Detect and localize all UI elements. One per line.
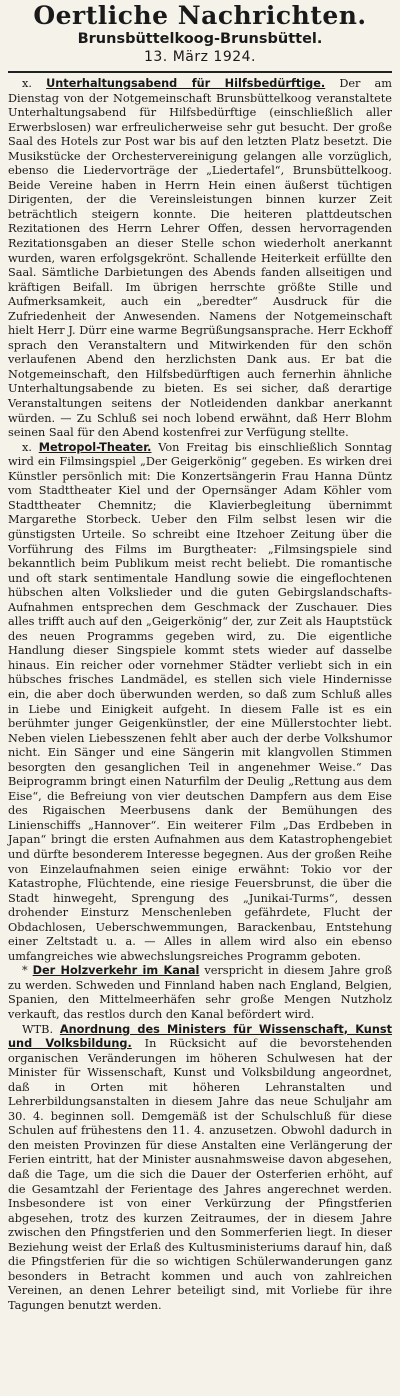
masthead: [8, 2, 392, 66]
article-marker: *: [22, 964, 28, 978]
issue-date: 13. März 1924.: [143, 49, 256, 65]
article-metropol-theater: [8, 441, 392, 965]
article-marker: WTB.: [22, 1022, 54, 1036]
section-title: Oertliche Nachrichten.: [33, 1, 367, 30]
article-unterhaltungsabend: [8, 77, 392, 441]
article-heading: Unterhaltungsabend für Hilfsbedürftige.: [46, 77, 326, 90]
article-holzverkehr: [8, 964, 392, 1022]
header-rule: [8, 71, 392, 73]
article-marker: x.: [22, 77, 32, 90]
article-body: Von Freitag bis einschließlich Sonntag wird ein Filmsingspiel „Der Geigerkönig“ gegeben. Es wirken drei Künstler persönlich mit: Die Konzertsängerin Frau Hanna Düntz vom Stadttheater Kiel und der Opernsänger Adam Köhler vom Stadttheater Chemnitz; die Klavierbegleitung übernimmt Margarethe Storbeck. Ueber den Film selbst lesen wir die günstigsten Urteile. So schreibt eine Itzehoer Zeitung über die Vorführung des Films im Burgtheater: „Filmsingspiele sind bekanntlich beim Publikum meist recht beliebt. Die romantische und oft stark sentimentale Handlung sowie die eingeflochtenen hübschen alten Volkslieder und die guten Gebirgslandschafts-Aufnahmen entsprechen dem Geschmack der Zuschauer. Dies alles trifft auch auf den „Geigerkönig“ der, zur Zeit als Hauptstück des neuen Programms gegeben wird, zu. Die eigentliche Handlung dieser Singspiele kommt stets wieder auf dasselbe hinaus. Ein reicher oder vornehmer Städter verliebt sich in ein hübsches frisches Landmädel, es stellen sich viele Hindernisse ein, die aber doch überwunden werden, so daß zum Schluß alles in Liebe und Einigkeit aufgeht. In diesem Falle ist es ein berühmter junger Geigenkünstler, der eine Müllerstochter liebt. Neben vielen Liebesszenen fehlt aber auch der derbe Volkshumor nicht. Ein Sänger und eine Sängerin mit klangvollen Stimmen besorgten den gesanglichen Teil in angenehmer Weise.“ Das Beiprogramm bringt einen Naturfilm der Deulig „Rettung aus dem Eise“, die Befreiung von vier deutschen Dampfern aus dem Eise des Rigaischen Meerbusens dank der Bemühungen des Linienschiffs „Hannover“. Ein weiterer Film „Das Erdbeben in Japan“ bringt die ersten Aufnahmen aus dem Katastrophengebiet und dürfte besonderem Interesse begegnen. Aus der großen Reihe von Einzelaufnahmen seien einige erwähnt: Tokio vor der Katastrophe, Flüchtende, eine riesige Feuersbrunst, die über die Stadt hinwegeht, Sprengung des „Junikai-Turms“, dessen drohender Einsturz Menschenleben gefährdete, Flucht der Obdachlosen, Ueberschwemmungen, Barackenbau, Entstehung einer Zeltstadt u. a. — Alles in allem wird also ein ebenso umfangreiches wie abwechslungsreiches Programm geboten.: [8, 440, 393, 963]
section-subtitle: Brunsbüttelkoog-Brunsbüttel.: [77, 31, 323, 47]
article-heading: Der Holzverkehr im Kanal: [32, 964, 200, 978]
article-heading: Metropol-Theater.: [38, 440, 152, 454]
article-body: In Rücksicht auf die bevorstehenden organischen Veränderungen im höheren Schulwesen hat der Minister für Wissenschaft, Kunst und Volksbildung angeordnet, daß in Orten mit höheren Lehranstalten und Lehrerbildungsanstalten in diesem Jahre das neue Schuljahr am 30. 4. beginnen soll. Demgemäß ist der Schulschluß für diese Schulen auf frühestens den 11. 4. anzusetzen. Obwohl dadurch in den meisten Provinzen für diese Anstalten eine Verlängerung der Ferien eintritt, hat der Minister ausnahmsweise davon abgesehen, daß die Tage, um die sich die Dauer der Osterferien erhöht, auf die Gesamtzahl der Ferientage des Jahres angerechnet werden. Insbesondere ist von einer Verkürzung der Pfingstferien abgesehen, trotz des kurzen Zeitraumes, der in diesem Jahre zwischen den Pfingstferien und den Sommerferien liegt. In dieser Beziehung weist der Erlaß des Kultusministeriums darauf hin, daß die Pfingstferien für die so wichtigen Schülerwanderungen ganz besonders in Betracht kommen und auch von zahlreichen Vereinen, an denen Lehrer beteiligt sind, mit Vorliebe für ihre Tagungen benutzt werden.: [8, 1037, 393, 1312]
article-heading: Anordnung des Ministers für Wissenschaft, Kunst und Volksbildung.: [8, 1022, 392, 1051]
article-body: verspricht in diesem Jahre groß zu werden. Schweden und Finnland haben nach England, Belgien, Spanien, den Mittelmeerhäfen sehr große Mengen Nutzholz verkauft, das restlos durch den Kanal befördert wird.: [8, 964, 393, 1021]
article-body: Der am Dienstag von der Notgemeinschaft Brunsbüttelkoog veranstaltete Unterhaltungsabend für Hilfsbedürftige (einschließlich aller Erwerbslosen) war erfreulicherweise sehr gut besucht. Der große Saal des Hotels zur Post war bis auf den letzten Platz besetzt. Die Musikstücke der Orchestervereinigung gelangen alle vorzüglich, ebenso die Liedervorträge der „Liedertafel“, Brunsbüttelkoog. Beide Vereine haben in Herrn Hein einen äußerst tüchtigen Dirigenten, der die Vereinsleistungen binnen kurzer Zeit beträchtlich steigern konnte. Die heiteren plattdeutschen Rezitationen des Herrn Lehrer Offen, dessen hervorragenden Rezitationsgaben an dieser Stelle schon wiederholt anerkannt wurden, waren erfolgsgekrönt. Schallende Heiterkeit erfüllte den Saal. Sämtliche Darbietungen des Abends fanden allseitigen und kräftigen Beifall. Im übrigen herrschte größte Stille und Aufmerksamkeit, auch ein „beredter“ Ausdruck für die Zufriedenheit der Anwesenden. Namens der Notgemeinschaft hielt Herr J. Dürr eine warme Begrüßungsansprache. Herr Eckhoff sprach den Veranstaltern und Mitwirkenden für den schön verlaufenen Abend den herzlichsten Dank aus. Er bat die Notgemeinschaft, den Hilfsbedürftigen auch fernerhin ähnliche Unterhaltungsabende zu bieten. Es sei sicher, daß derartige Veranstaltungen seitens der Notleidenden dankbar anerkannt würden. — Zu Schluß sei noch lobend erwähnt, daß Herr Blohm seinen Saal für den Abend kostenfrei zur Verfügung stellte.: [8, 77, 393, 440]
article-marker: x.: [22, 440, 32, 454]
article-ministerialanordnung: [8, 1023, 392, 1314]
